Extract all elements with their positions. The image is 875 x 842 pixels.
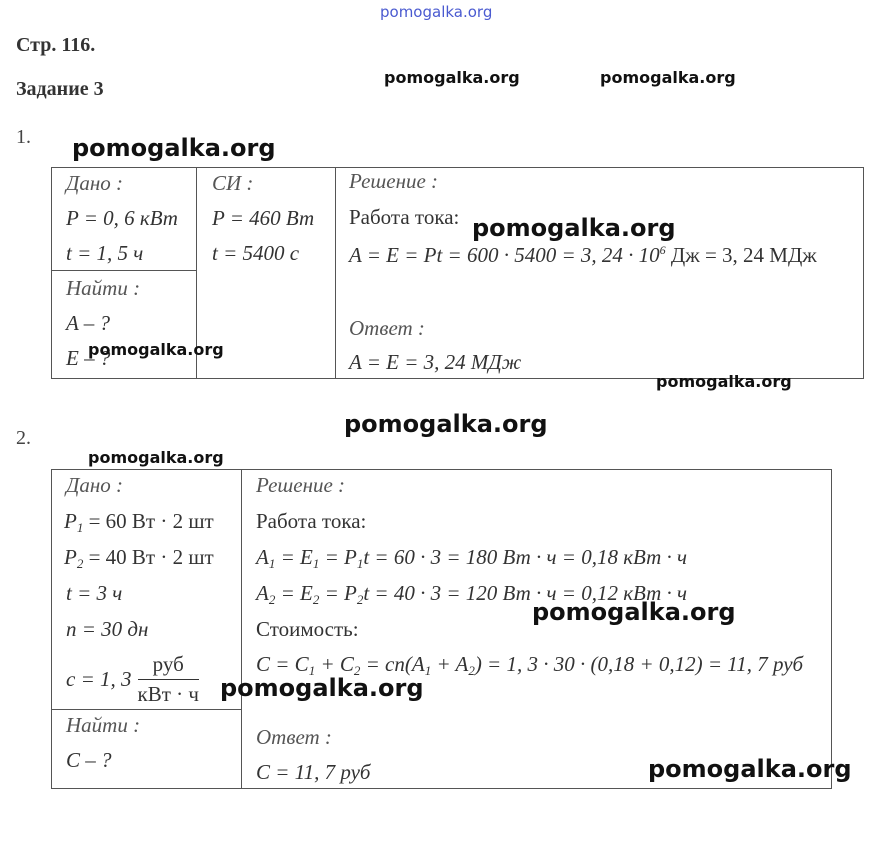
si-power: P = 460 Вт xyxy=(212,206,315,230)
find-label: Найти : xyxy=(66,276,141,300)
watermark: pomogalka.org xyxy=(472,214,676,242)
solution-formula: A = E = Pt = 600 · 5400 = 3, $24 \cdot 10^6$ Дж = 3, 24 МДж xyxy=(349,243,817,267)
answer-value: A = E = 3, 24 МДж xyxy=(349,350,522,374)
page-title: Стр. 116. xyxy=(16,34,96,56)
solution-label: Решение : xyxy=(256,473,346,497)
given-time: t = 3 ч xyxy=(66,581,123,605)
watermark: pomogalka.org xyxy=(220,674,424,702)
cost-label: Стоимость: xyxy=(256,617,359,641)
watermark: pomogalka.org xyxy=(600,68,736,87)
formula-a1: $A_1 = E_1 = P_1t = 60 \cdot 3 = 180$ Вт · ч = 0,18 кВт · ч xyxy=(256,545,688,571)
work-label: Работа тока: xyxy=(256,509,367,533)
solution-text: Работа тока: xyxy=(349,205,460,229)
watermark: pomogalka.org xyxy=(72,134,276,162)
find-label: Найти : xyxy=(66,713,141,737)
find-energy: E – ? xyxy=(66,346,111,370)
given-label: Дано : xyxy=(66,171,124,195)
watermark: pomogalka.org xyxy=(88,340,224,359)
formula-a2: $A_2 = E_2 = P_2t = 40 \cdot 3 = 120$ Вт · ч = 0,12 кВт · ч xyxy=(256,581,688,607)
task-title: Задание 3 xyxy=(16,78,104,100)
watermark: pomogalka.org xyxy=(532,598,736,626)
solution-label: Решение : xyxy=(349,169,439,193)
watermark: pomogalka.org xyxy=(344,410,548,438)
find-cost: C – ? xyxy=(66,748,112,772)
given-p1: $P_1 = 60$ Вт · 2 шт xyxy=(64,509,214,535)
given-label: Дано : xyxy=(66,473,124,497)
problem-2-number: 2. xyxy=(16,427,31,449)
formula-cost: $C = C_1 + C_2 = cn(A_1 + A_2) = 1$, 3 · 30 · (0,18 + 0,12) = 11, 7 руб xyxy=(256,652,804,678)
watermark: pomogalka.org xyxy=(648,755,852,783)
given-tariff: c = 1, 3 $\frac{\text{руб}}{\text{кВт · ч}}$ xyxy=(66,652,199,706)
si-time: t = 5400 с xyxy=(212,241,300,265)
problem-1-number: 1. xyxy=(16,126,31,148)
given-time: t = 1, 5 ч xyxy=(66,241,144,265)
answer-label: Ответ : xyxy=(349,316,425,340)
answer-label: Ответ : xyxy=(256,725,332,749)
watermark: pomogalka.org xyxy=(656,372,792,391)
watermark: pomogalka.org xyxy=(88,448,224,467)
watermark-top: pomogalka.org xyxy=(380,3,493,21)
watermark: pomogalka.org xyxy=(384,68,520,87)
si-label: СИ : xyxy=(212,171,254,195)
answer-value: C = 11, 7 руб xyxy=(256,760,371,784)
given-p2: $P_2 = 40$ Вт · 2 шт xyxy=(64,545,214,571)
given-days: n = 30 дн xyxy=(66,617,149,641)
find-work: A – ? xyxy=(66,311,110,335)
given-power: P = 0, 6 кВт xyxy=(66,206,178,230)
